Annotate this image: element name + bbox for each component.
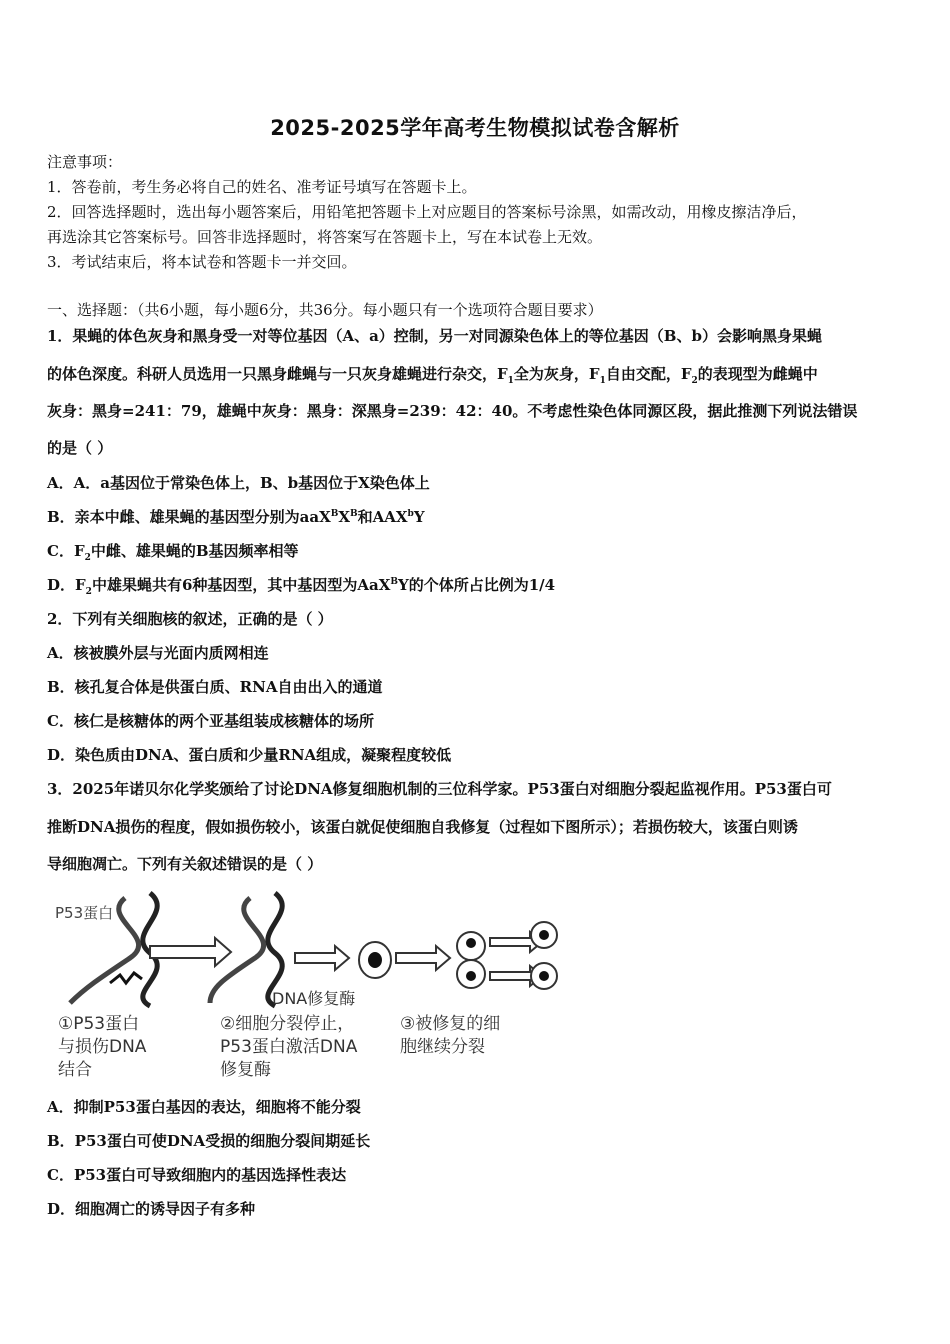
q1-option-d: D．$F_2$中雄果蝇共有6种基因型，其中基因型为AaX$^B$Y的个体所占比例为1/4 <box>47 576 556 597</box>
q2-option-a: A．核被膜外层与光面内质网相连 <box>47 644 269 662</box>
q2-option-b: B．核孔复合体是供蛋白质、RNA自由出入的通道 <box>47 678 383 696</box>
p53-process-diagram <box>50 888 570 1013</box>
q1-stem-line-3: 灰身：黑身=241：79，雄蝇中灰身：黑身：深黑身=239：42：40。不考虑性染色体同源区段，据此推测下列说法错误 <box>47 402 858 420</box>
q3-option-b: B．P53蛋白可使DNA受损的细胞分裂间期延长 <box>47 1132 371 1150</box>
daughter-cell-1-icon <box>531 922 557 948</box>
daughter-cell-2-icon <box>531 963 557 989</box>
q2-option-c: C．核仁是核糖体的两个亚基组装成核糖体的场所 <box>47 712 374 730</box>
q3-option-c: C．P53蛋白可导致细胞内的基因选择性表达 <box>47 1166 347 1184</box>
notice-heading: 注意事项： <box>47 153 123 171</box>
notice-item-1: 1．答卷前，考生务必将自己的姓名、准考证号填写在答题卡上。 <box>47 178 477 196</box>
notice-item-3: 3．考试结束后，将本试卷和答题卡一并交回。 <box>47 253 357 271</box>
dividing-cell-icon <box>457 932 485 988</box>
q2-stem: 2．下列有关细胞核的叙述，正确的是（ ） <box>47 610 333 628</box>
arrested-cell-icon <box>359 942 391 978</box>
page-title: 2025-2025学年高考生物模拟试卷含解析 <box>270 116 680 140</box>
q3-stem-line-3: 导细胞凋亡。下列有关叙述错误的是（ ） <box>47 855 323 873</box>
q3-option-a: A．抑制P53蛋白基因的表达，细胞将不能分裂 <box>47 1098 361 1116</box>
caption-step-2: ②细胞分裂停止， P53蛋白激活DNA 修复酶 <box>220 1014 358 1080</box>
q3-option-d: D．细胞凋亡的诱导因子有多种 <box>47 1200 256 1218</box>
dna-repair-enzyme-label: DNA修复酶 <box>272 989 356 1008</box>
q2-option-d: D．染色质由DNA、蛋白质和少量RNA组成，凝聚程度较低 <box>47 746 452 764</box>
q1-option-a: A．A．a基因位于常染色体上，B、b基因位于X染色体上 <box>47 474 430 492</box>
notice-item-2: 2．回答选择题时，选出每小题答案后，用铅笔把答题卡上对应题目的答案标号涂黑，如需改动，用橡皮擦洁净后， <box>47 203 807 221</box>
caption-step-1: ①P53蛋白 与损伤DNA 结合 <box>58 1014 147 1080</box>
q1-option-b: B．亲本中雌、雄果蝇的基因型分别为$aaX^BX^B$和AAX$^b$Y <box>47 508 425 526</box>
p53-label: P53蛋白 <box>55 904 114 922</box>
q1-stem-line-1: 1．果蝇的体色灰身和黑身受一对等位基因（A、a）控制，另一对同源染色体上的等位基因（B、b）会影响黑身果蝇 <box>47 327 822 345</box>
q3-stem-line-1: 3．2025年诺贝尔化学奖颁给了讨论DNA修复细胞机制的三位科学家。P53蛋白对细胞分裂起监视作用。P53蛋白可 <box>47 780 832 798</box>
q1-stem-line-4: 的是（ ） <box>47 439 113 457</box>
section-heading: 一、选择题：（共6小题，每小题6分，共36分。每小题只有一个选项符合题目要求） <box>47 301 603 319</box>
q3-stem-line-2: 推断DNA损伤的程度，假如损伤较小，该蛋白就促使细胞自我修复（过程如下图所示）；若损伤较大，该蛋白则诱 <box>47 818 798 836</box>
q1-option-c: C．$F_2$中雌、雄果蝇的B基因频率相等 <box>47 542 299 563</box>
arrow-3-icon <box>396 946 450 970</box>
q1-stem-line-2: 的体色深度。科研人员选用一只黑身雌蝇与一只灰身雄蝇进行杂交，$F_1$全为灰身，$F_1$自由交配，$F_2$的表现型为雌蝇中 <box>47 365 818 386</box>
arrow-2-icon <box>295 946 349 970</box>
p53-repair-figure <box>50 888 570 1088</box>
arrow-1-icon <box>150 938 231 966</box>
notice-item-2-cont: 再选涂其它答案标号。回答非选择题时，将答案写在答题卡上，写在本试卷上无效。 <box>47 228 603 246</box>
caption-step-3: ③被修复的细 胞继续分裂 <box>400 1014 501 1057</box>
